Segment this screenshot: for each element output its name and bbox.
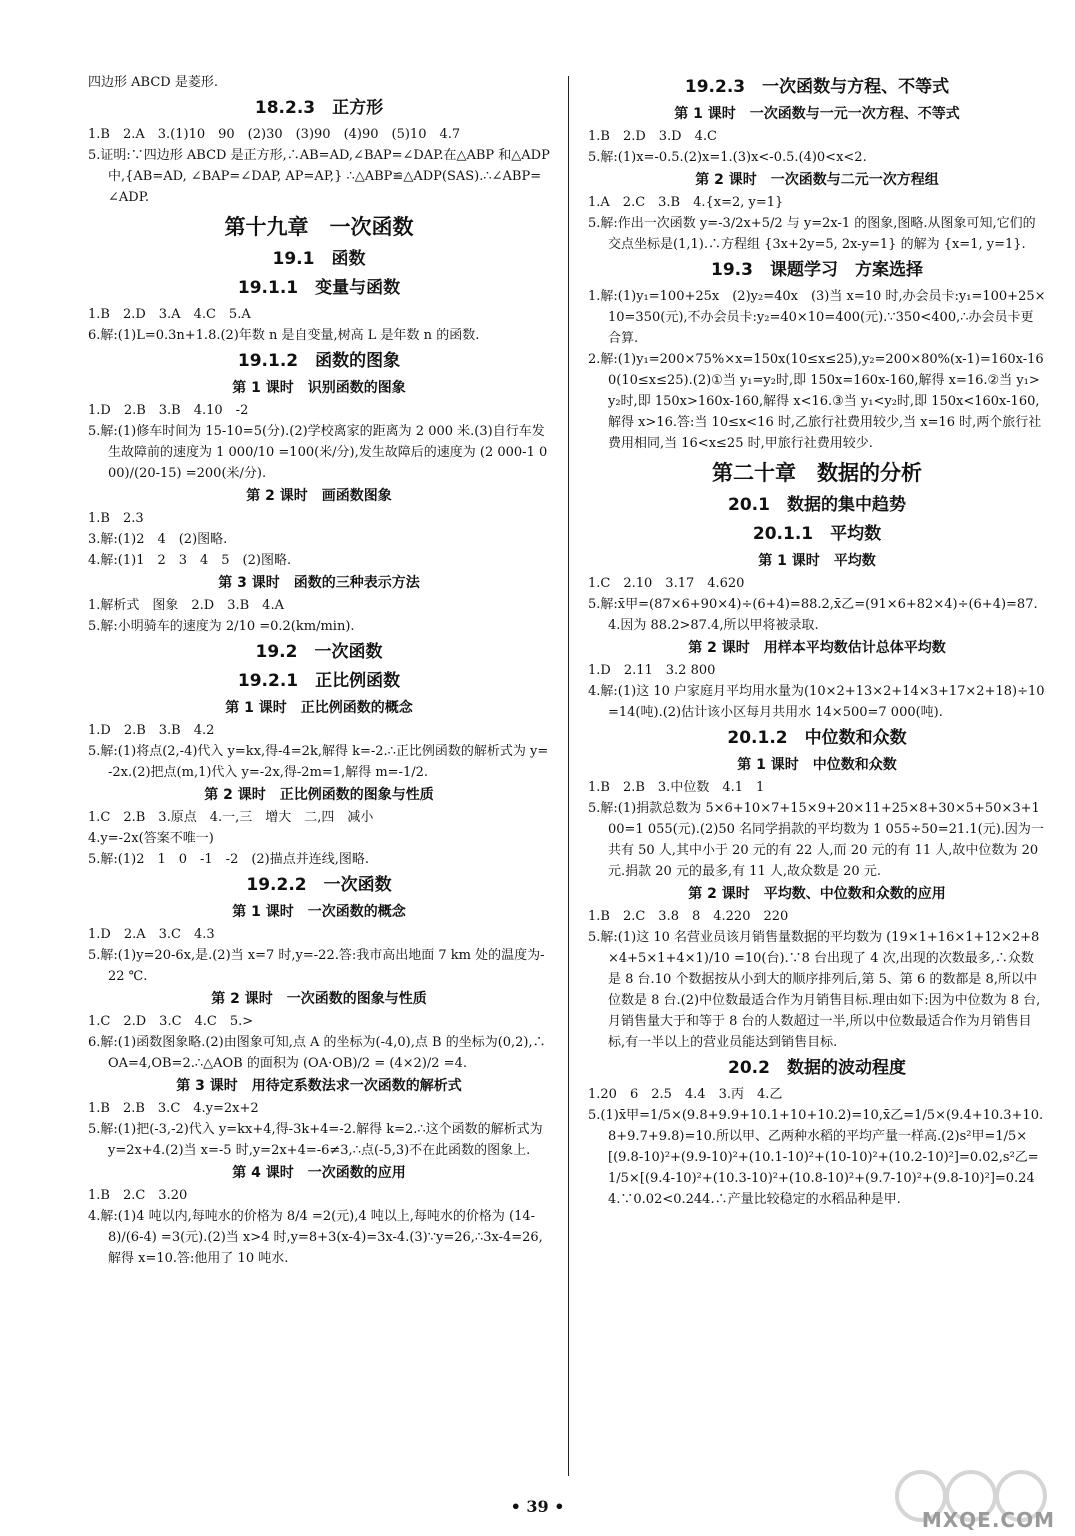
section-heading: 20.1.1 平均数 [752,524,882,544]
lesson-heading: 第 2 课时 一次函数的图象与性质 [211,991,427,1007]
answer-item: 4.解:(1)4 吨以内,每吨水的价格为 8/4 =2(元),4 吨以上,每吨水的价格为 (14-8)/(6-4) =3(元).(2)当 x>4 时,y=8+3(x-4)=3x-4.(3)∵y=26,∴3x-4=26,解得 x=10.答:他用了 10 吨水. [88,1209,543,1266]
section-heading: 19.2 一次函数 [255,642,383,662]
section-heading: 19.2.1 正比例函数 [237,671,401,691]
answer-item: 1.A 2.C 3.B 4.{x=2, y=1} [588,195,784,210]
answer-item: 5.解:(1)把(-3,-2)代入 y=kx+4,得-3k+4=-2.解得 k=2.∴这个函数的解析式为 y=2x+4.(2)当 x=-5 时,y=2x+4=-6≠3,∴点(-5,3)不在此函数的图象上. [88,1122,547,1158]
answer-item: 5.解:小明骑车的速度为 2/10 =0.2(km/min). [88,619,355,634]
lesson-heading: 第 1 课时 平均数 [758,553,876,569]
answer-item: 1.解:(1)y₁=100+25x (2)y₂=40x (3)当 x=10 时,办会员卡:y₁=100+25×10=350(元),不办会员卡:y₂=40×10=400(元).∵350<400,∴办会员卡更合算. [588,289,1046,346]
lesson-heading: 第 3 课时 函数的三种表示方法 [218,575,420,591]
page-number: • 39 • [510,1497,565,1516]
answer-item: 1.B 2.B 3.中位数 4.1 1 [588,780,765,795]
answer-item: 5.解:(1)2 1 0 -1 -2 (2)描点并连线,图略. [88,852,370,867]
lesson-heading: 第 1 课时 一次函数与一元一次方程、不等式 [674,106,960,122]
lesson-heading: 第 3 课时 用待定系数法求一次函数的解析式 [176,1078,462,1094]
right-column [588,72,1046,1210]
answer-item: 1.B 2.C 3.20 [88,1188,188,1203]
answer-item: 5.解:(1)这 10 名营业员该月销售量数据的平均数为 (19×1+16×1+12×2+8×4+5×1+4×1)/10 =10(台).∵8 台出现了 4 次,出现的次数最多,∴众数是 8 台.10 个数据按从小到大的顺序排列后,第 5、第 6 的数都是 8,所以中位数是 8 台.(2)中位数最适合作为月销售目标.理由如下:因为中位数为 8 台,月销售量大于和等于 8 台的人数超过一半,所以中位数最适合作为月销售目标,有一半以上的营业员能达到销售目标. [588,930,1041,1050]
answer-item: 四边形 ABCD 是菱形. [88,75,218,90]
left-column [88,72,554,1269]
answer-item: 1.解析式 图象 2.D 3.B 4.A [88,598,284,613]
answer-item: 2.解:(1)y₁=200×75%×x=150x(10≤x≤25),y₂=200×80%(x-1)=160x-160(10≤x≤25).(2)①当 y₁=y₂时,即 150x=160x-160,解得 x=16.②当 y₁>y₂时,即 150x>160x-160,解得 x<16.③当 y₁<y₂时,即 150x<160x-160,解得 x>16.答:当 10≤x<16 时,乙旅行社费用较少,当 x=16 时,两个旅行社费用相同,当 16<x≤25 时,甲旅行社费用较少. [588,352,1044,451]
lesson-heading: 第 2 课时 正比例函数的图象与性质 [204,787,434,803]
answer-item: 5.证明:∵四边形 ABCD 是正方形,∴AB=AD,∠BAP=∠DAP.在△ABP 和△ADP 中,{AB=AD, ∠BAP=∠DAP, AP=AP,} ∴△ABP≌△ADP(SAS).∴∠ABP=∠ADP. [88,148,554,205]
answer-item: 5.解:(1)修车时间为 15-10=5(分).(2)学校离家的距离为 2 000 米.(3)自行车发生故障前的速度为 1 000/10 =100(米/分),发生故障后的速度为 (2 000-1 000)/(20-15) =200(米/分). [88,424,548,481]
answer-item: 5.解:(1)y=20-6x,是.(2)当 x=7 时,y=-22.答:我市高出地面 7 km 处的温度为-22 ℃. [88,948,545,984]
section-heading: 19.1.1 变量与函数 [237,278,401,298]
section-heading: 19.3 课题学习 方案选择 [711,260,923,280]
answer-item: 4.解:(1)1 2 3 4 5 (2)图略. [88,553,292,568]
chapter-heading: 第十九章 一次函数 [224,215,414,239]
section-heading: 20.2 数据的波动程度 [728,1058,906,1078]
section-heading: 20.1.2 中位数和众数 [727,728,907,748]
answer-item: 1.D 2.11 3.2 800 [588,663,716,678]
answer-item: 1.B 2.B 3.C 4.y=2x+2 [88,1101,259,1116]
column-divider [568,76,569,1476]
answer-item: 1.C 2.D 3.C 4.C 5.> [88,1014,254,1029]
chapter-heading: 第二十章 数据的分析 [712,461,922,485]
lesson-heading: 第 1 课时 中位数和众数 [737,757,897,773]
answer-item: 5.解:作出一次函数 y=-3/2x+5/2 与 y=2x-1 的图象,图略.从图象可知,它们的交点坐标是(1,1).∴方程组 {3x+2y=5, 2x-y=1} 的解为 {x=1, y=1}. [588,216,1036,252]
answer-item: 1.D 2.A 3.C 4.3 [88,927,215,942]
answer-item: 4.y=-2x(答案不唯一) [88,831,214,846]
answer-item: 1.B 2.C 3.8 8 4.220 220 [588,909,789,924]
section-heading: 19.2.2 一次函数 [246,875,392,895]
section-heading: 18.2.3 正方形 [254,98,384,118]
answer-item: 1.D 2.B 3.B 4.2 [88,723,215,738]
answer-item: 1.B 2.A 3.(1)10 90 (2)30 (3)90 (4)90 (5)10 4.7 [88,127,461,142]
answer-item: 1.D 2.B 3.B 4.10 -2 [88,403,249,418]
lesson-heading: 第 1 课时 识别函数的图象 [232,380,406,396]
answer-item: 1.B 2.D 3.D 4.C [588,129,717,144]
answer-item: 5.解:(1)x=-0.5.(2)x=1.(3)x<-0.5.(4)0<x<2. [588,150,867,165]
lesson-heading: 第 2 课时 用样本平均数估计总体平均数 [688,640,946,656]
answer-item: 5.解:(1)捐款总数为 5×6+10×7+15×9+20×11+25×8+30×5+50×3+100=1 055(元).(2)50 名同学捐款的平均数为 1 055÷50=21.1(元).因为一共有 50 人,其中小于 20 元的有 22 人,而 20 元的有 11 人,故中位数为 20 元.捐款 20 元的最多,有 11 人,故众数是 20 元. [588,801,1044,879]
lesson-heading: 第 2 课时 一次函数与二元一次方程组 [695,172,939,188]
section-heading: 19.1.2 函数的图象 [237,351,401,371]
answer-item: 1.C 2.B 3.原点 4.一,三 增大 二,四 减小 [88,810,374,825]
answer-item: 5.解:(1)将点(2,-4)代入 y=kx,得-4=2k,解得 k=-2.∴正比例函数的解析式为 y=-2x.(2)把点(m,1)代入 y=-2x,得-2m=1,解得 m=-1/2. [88,744,549,780]
answer-item: 6.解:(1)函数图象略.(2)由图象可知,点 A 的坐标为(-4,0),点 B 的坐标为(0,2),∴OA=4,OB=2.∴△AOB 的面积为 (OA·OB)/2 = (4×2)/2 =4. [88,1035,546,1071]
answer-item: 1.C 2.10 3.17 4.620 [588,576,745,591]
answer-item: 3.解:(1)2 4 (2)图略. [88,532,228,547]
section-heading: 20.1 数据的集中趋势 [728,495,906,515]
watermark-text: MXQE.COM [921,1508,1055,1532]
section-heading: 19.2.3 一次函数与方程、不等式 [684,77,950,97]
lesson-heading: 第 2 课时 画函数图象 [246,488,392,504]
section-heading: 19.1 函数 [272,249,366,269]
answer-item: 6.解:(1)L=0.3n+1.8.(2)年数 n 是自变量,树高 L 是年数 n 的函数. [88,328,480,343]
answer-item: 5.解:x̄甲=(87×6+90×4)÷(6+4)=88.2,x̄乙=(91×6+82×4)÷(6+4)=87.4.因为 88.2>87.4,所以甲将被录取. [588,597,1038,633]
lesson-heading: 第 1 课时 一次函数的概念 [232,904,406,920]
lesson-heading: 第 1 课时 正比例函数的概念 [225,700,413,716]
answer-item: 1.B 2.D 3.A 4.C 5.A [88,307,251,322]
lesson-heading: 第 2 课时 平均数、中位数和众数的应用 [688,886,946,902]
answer-item: 1.20 6 2.5 4.4 3.丙 4.乙 [588,1087,783,1102]
answer-item: 5.(1)x̄甲=1/5×(9.8+9.9+10.1+10+10.2)=10,x̄乙=1/5×(9.4+10.3+10.8+9.7+9.8)=10.所以甲、乙两种水稻的平均产量一样高.(2)s²甲=1/5×[(9.8-10)²+(9.9-10)²+(10.1-10)²+(10-10)²+(10.2-10)²]=0.02,s²乙=1/5×[(9.4-10)²+(10.3-10)²+(10.8-10)²+(9.7-10)²+(9.8-10)²]=0.244.∵0.02<0.244.∴产量比较稳定的水稻品种是甲. [588,1108,1044,1207]
lesson-heading: 第 4 课时 一次函数的应用 [232,1165,406,1181]
answer-item: 4.解:(1)这 10 户家庭月平均用水量为(10×2+13×2+14×3+17×2+18)÷10=14(吨).(2)估计该小区每月共用水 14×500=7 000(吨). [588,684,1045,720]
answer-item: 1.B 2.3 [88,511,144,526]
